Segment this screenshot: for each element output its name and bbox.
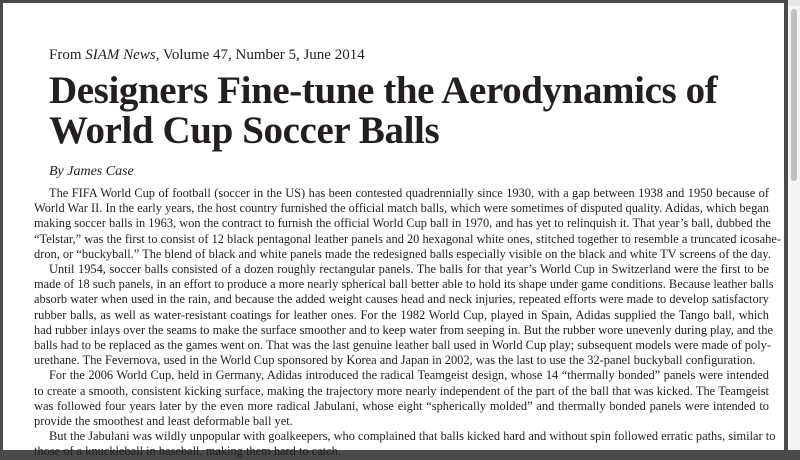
body-text-line: balls had to be replaced as the games went on. That was the last genuine leather ball used in World Cup play; subsequent models were made of poly- <box>34 338 771 353</box>
body-text-line: made of 18 such panels, in an effort to produce a more nearly spherical ball better able to hold its shape under game conditions. Because leather balls <box>34 277 774 292</box>
source-citation <box>49 47 365 64</box>
byline: By James Case <box>49 164 134 179</box>
article-title <box>49 71 717 151</box>
body-text-line: absorb water when used in the rain, and because the added weight causes head and neck injuries, repeated efforts were made to develop satisfactory <box>34 292 769 307</box>
body-text-line: Until 1954, soccer balls consisted of a dozen roughly rectangular panels. The balls for that year’s World Cup in Switzerland were the first to be <box>49 262 769 277</box>
body-text-line: World War II. In the early years, the host country furnished the official match balls, which were sometimes of disputed quality. Adidas, which began <box>34 201 769 216</box>
publication-name: SIAM News <box>85 47 156 63</box>
scroll-up-area[interactable] <box>788 0 800 6</box>
body-text-line: But the Jabulani was wildly unpopular with goalkeepers, who complained that balls kicked hard and without spin followed erratic paths, similar to <box>49 429 776 444</box>
scrollbar-thumb[interactable] <box>791 9 797 181</box>
document-page <box>3 3 784 459</box>
body-text-line: making soccer balls in 1963, won the contract to furnish the official World Cup ball in 1970, and has yet to relinquish it. That year’s ball, dubbed the <box>34 216 771 231</box>
source-prefix: From <box>49 47 86 63</box>
title-line: World Cup Soccer Balls <box>49 109 440 152</box>
body-text-line: dron, or “buckyball.” The blend of black and white panels made the redesigned balls especially visible on the black and white TV screens of the day. <box>34 246 771 261</box>
vertical-scrollbar[interactable] <box>788 0 800 450</box>
body-text-line: those of a knuckleball in baseball, making them hard to catch. <box>34 444 341 459</box>
article-body <box>34 186 781 460</box>
title-line: Designers Fine-tune the Aerodynamics of <box>49 69 718 112</box>
body-text-line: The FIFA World Cup of football (soccer in the US) has been contested quadrennially since 1930, with a gap between 1938 and 1950 because of <box>49 186 769 200</box>
body-text-line: urethane. The Fevernova, used in the World Cup sponsored by Korea and Japan in 2002, was the last to use the 32-panel buckyball configuration. <box>34 353 756 368</box>
body-text-line: provide the smoothest and least deformable ball yet. <box>34 414 293 429</box>
body-text-line: “Telstar,” was the first to consist of 12 black pentagonal leather panels and 20 hexagonal white ones, stitched together to resemble a truncated icosahe- <box>34 231 781 246</box>
body-text-line: rubber balls, as well as water-resistant coatings for leather ones. For the 1982 World Cup, played in Spain, Adidas supplied the Tango ball, which <box>34 307 769 322</box>
body-text-line: was followed four years later by the even more radical Jabulani, whose eight “spherically molded” and thermally bonded panels were intended to <box>34 398 769 413</box>
body-text-line: to create a smooth, consistent kicking surface, making the trajectory more nearly independent of the part of the ball that was kicked. The Teamgeist <box>34 383 769 398</box>
body-text-line: For the 2006 World Cup, held in Germany, Adidas introduced the radical Teamgeist design, whose 14 “thermally bonded” panels were intended <box>49 368 769 383</box>
body-text-line: had rubber inlays over the seams to make the surface smoother and to keep water from seeping in. But the rubber wore unevenly during play, and the <box>34 322 773 337</box>
source-details: , Volume 47, Number 5, June 2014 <box>155 47 365 63</box>
